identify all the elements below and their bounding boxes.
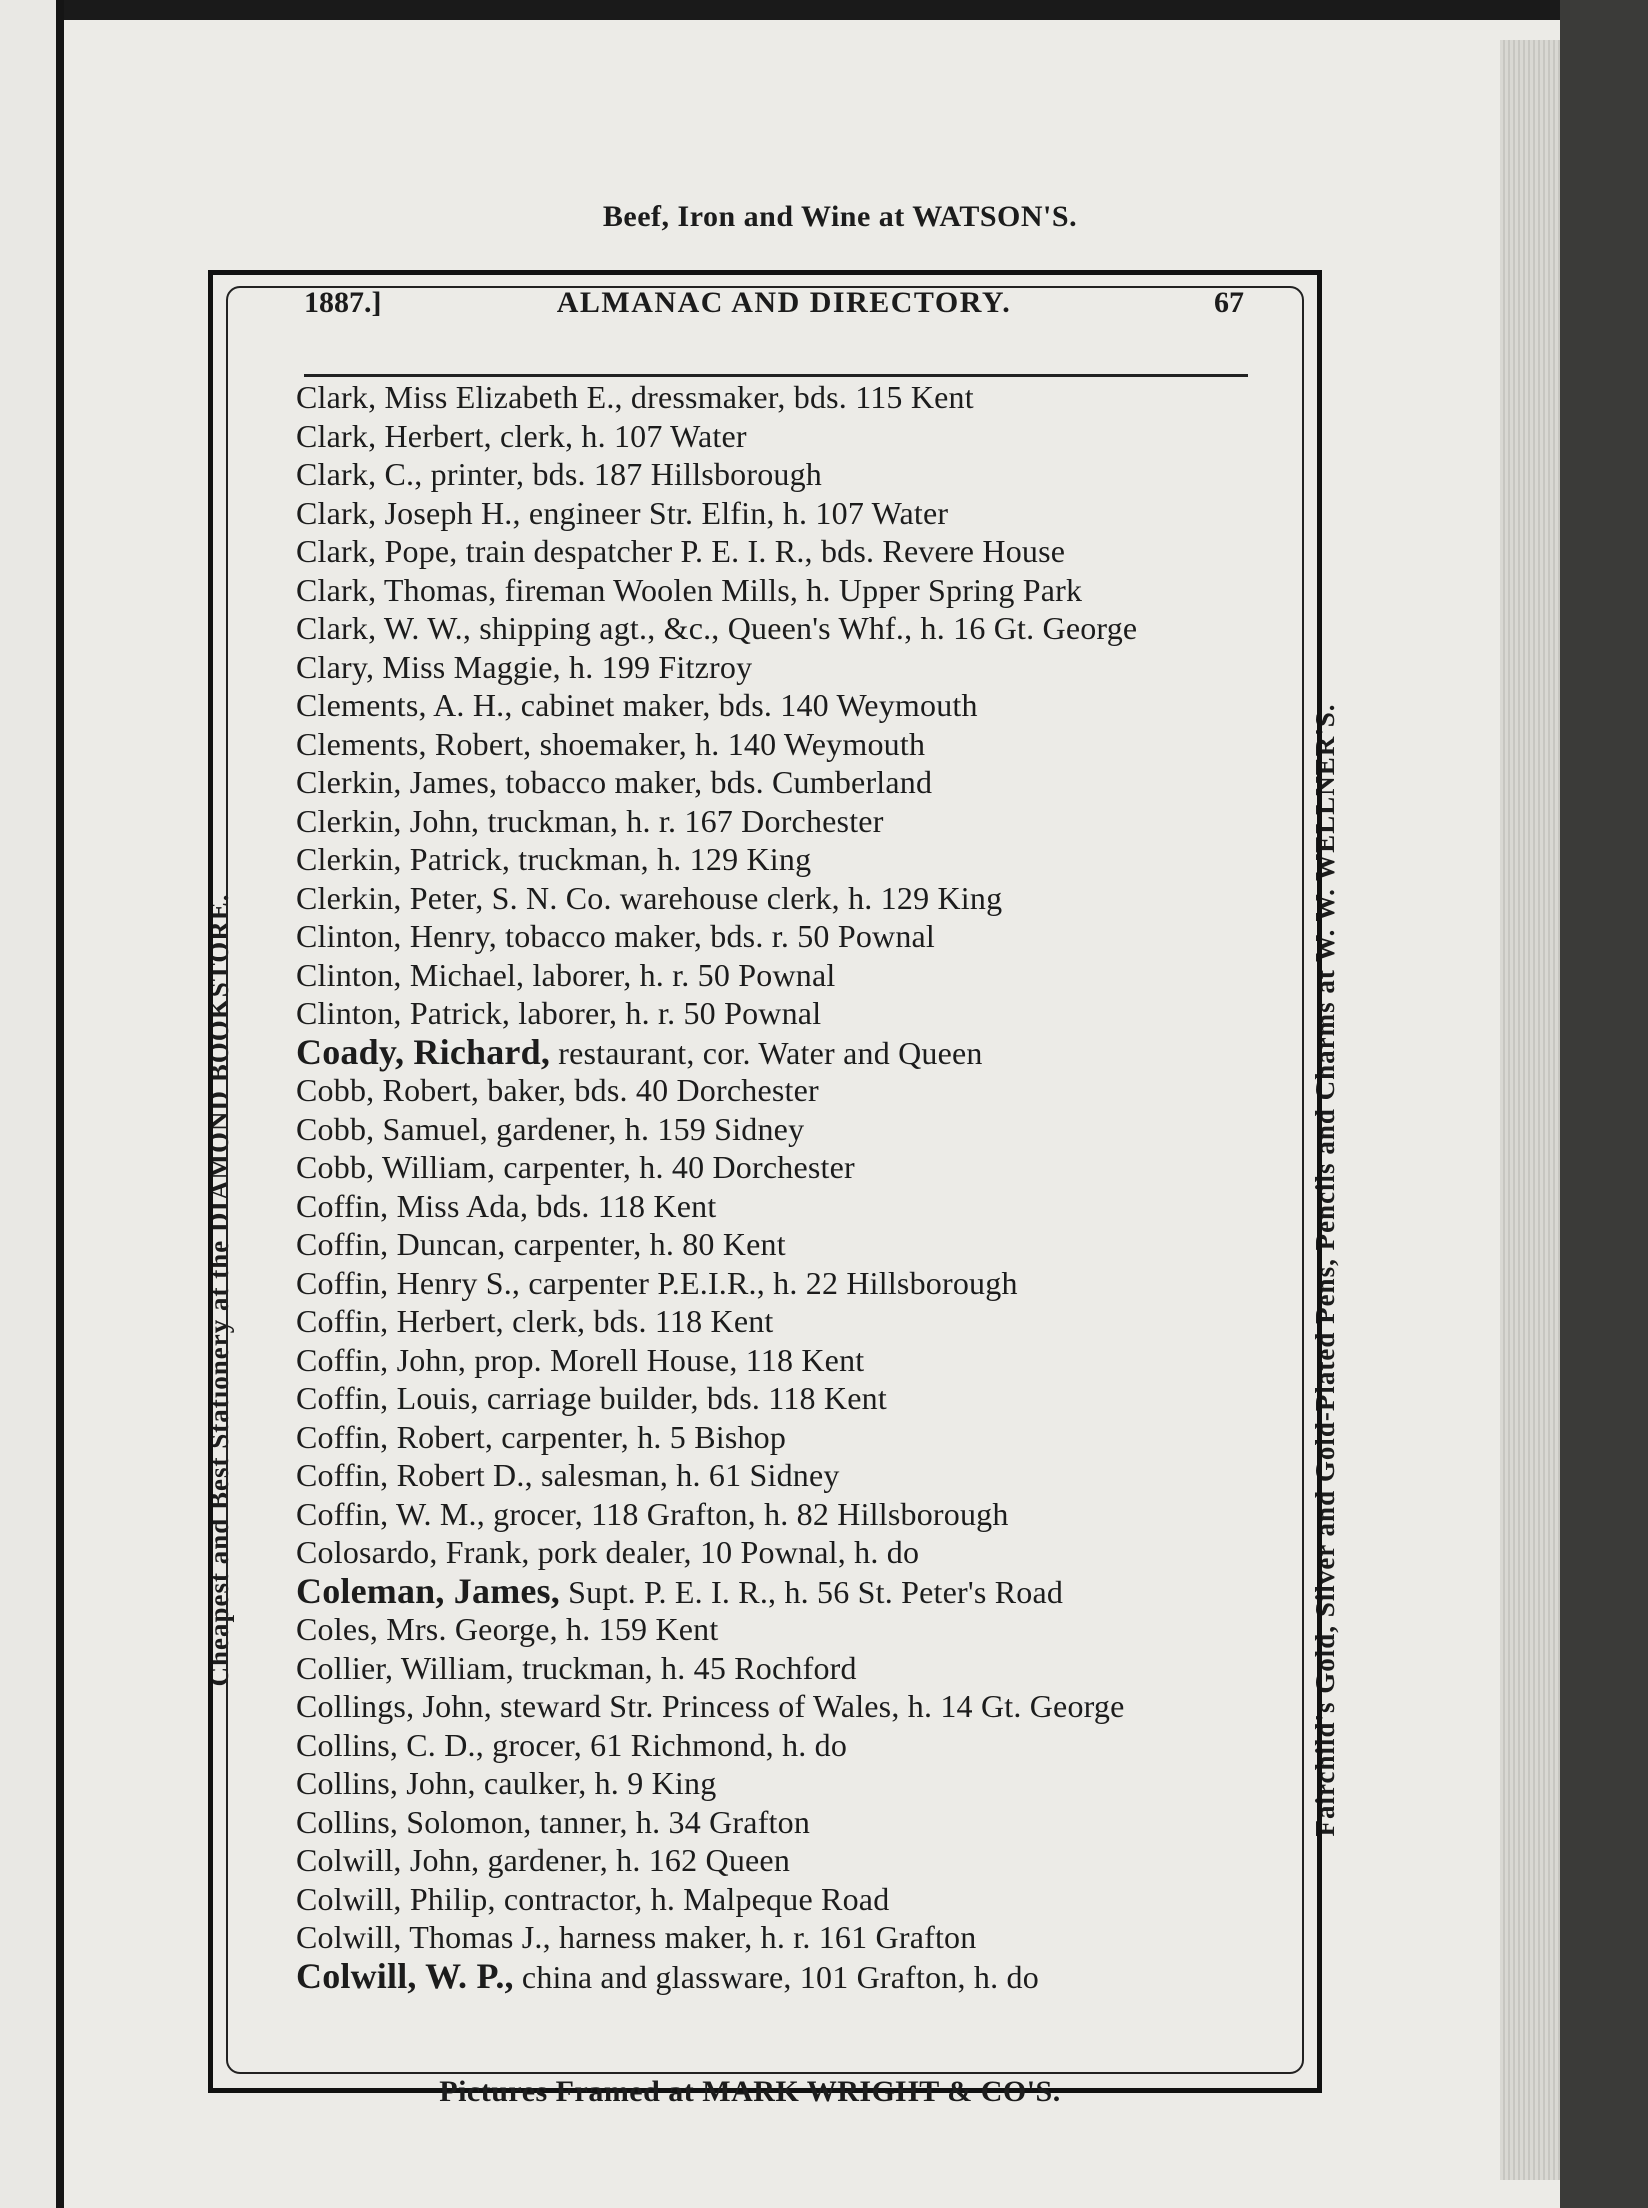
directory-entry xyxy=(296,1418,1276,1457)
running-head-year: 1887.] xyxy=(304,286,382,319)
entry-name: Clements, A. H., xyxy=(296,687,513,723)
entry-name: Clark, Pope, xyxy=(296,533,458,569)
directory-entry xyxy=(296,802,1276,841)
entry-details: restaurant, cor. Water and Queen xyxy=(550,1034,983,1071)
entry-details: gardener, h. 159 Sidney xyxy=(487,1110,805,1147)
entry-details: bds. 118 Kent xyxy=(528,1187,717,1224)
top-advertisement: Beef, Iron and Wine at WATSON'S. xyxy=(602,200,1078,233)
running-head-title: ALMANAC AND DIRECTORY. xyxy=(556,286,1012,319)
entry-name: Collins, Solomon, xyxy=(296,1803,532,1840)
entry-details: steward Str. Princess of Wales, h. 14 Gt. George xyxy=(491,1688,1125,1724)
entry-name: Coffin, Robert D., xyxy=(296,1457,533,1493)
entry-details: fireman Woolen Mills, h. Upper Spring Park xyxy=(496,571,1083,608)
directory-entry xyxy=(296,571,1276,610)
entry-name: Clinton, Patrick, xyxy=(296,995,511,1031)
directory-entry xyxy=(296,994,1276,1033)
directory-entry xyxy=(296,1302,1276,1341)
directory-entry xyxy=(296,1841,1276,1880)
entry-details: dressmaker, bds. 115 Kent xyxy=(622,379,974,415)
entry-name: Collins, John, xyxy=(296,1765,476,1801)
entry-name: Coleman, James, xyxy=(296,1570,560,1611)
entry-details: Supt. P. E. I. R., h. 56 St. Peter's Road xyxy=(559,1573,1064,1610)
entry-name: Cobb, Samuel, xyxy=(296,1110,488,1147)
directory-entry xyxy=(296,455,1276,494)
page-number: 67 xyxy=(1214,286,1244,319)
entry-details: tobacco maker, bds. r. 50 Pownal xyxy=(496,918,936,954)
directory-entry xyxy=(296,648,1276,687)
entry-details: carpenter, h. 80 Kent xyxy=(505,1226,786,1262)
entry-name: Clinton, Michael, xyxy=(296,956,525,993)
entry-details: harness maker, h. r. 161 Grafton xyxy=(550,1919,977,1955)
directory-entry xyxy=(296,1379,1276,1418)
entry-details: grocer, 118 Grafton, h. 82 Hillsborough xyxy=(484,1495,1009,1532)
entry-details: prop. Morell House, 118 Kent xyxy=(466,1341,865,1378)
entry-name: Collins, C. D., xyxy=(296,1726,484,1763)
entry-details: S. N. Co. warehouse clerk, h. 129 King xyxy=(483,879,1003,916)
entry-details: tanner, h. 34 Grafton xyxy=(531,1803,811,1840)
directory-entry xyxy=(296,378,1276,417)
directory-entry xyxy=(296,1957,1276,1996)
entry-details: clerk, h. 107 Water xyxy=(491,417,747,454)
entry-name: Coffin, Robert, xyxy=(296,1418,494,1455)
entry-details: h. 159 Kent xyxy=(557,1611,719,1647)
entry-name: Clements, Robert, xyxy=(296,725,532,762)
entry-details: truckman, h. 45 Rochford xyxy=(514,1649,857,1686)
directory-entry xyxy=(296,1572,1276,1611)
directory-entry xyxy=(296,1610,1276,1649)
entry-name: Coffin, W. M., xyxy=(296,1495,485,1532)
entry-name: Clark, Joseph H., xyxy=(296,494,521,531)
entry-name: Clary, Miss Maggie, xyxy=(296,648,561,685)
running-head xyxy=(304,286,1264,336)
entry-details: truckman, h. 129 King xyxy=(510,841,812,877)
directory-entry xyxy=(296,840,1276,879)
directory-entry xyxy=(296,1764,1276,1803)
entry-details: contractor, h. Malpeque Road xyxy=(495,1880,890,1917)
entry-details: printer, bds. 187 Hillsborough xyxy=(422,456,822,492)
entry-name: Clark, Herbert, xyxy=(296,417,492,454)
directory-entry xyxy=(296,1187,1276,1226)
entry-name: Cobb, William, xyxy=(296,1149,496,1185)
entry-details: baker, bds. 40 Dorchester xyxy=(479,1072,819,1108)
directory-entry xyxy=(296,532,1276,571)
entry-name: Colwill, W. P., xyxy=(296,1955,514,1996)
background-right xyxy=(1560,0,1648,2208)
entry-name: Coles, Mrs. George, xyxy=(296,1611,558,1647)
directory-entry xyxy=(296,609,1276,648)
entry-details: pork dealer, 10 Pownal, h. do xyxy=(529,1534,920,1570)
header-rule xyxy=(304,374,1248,377)
entry-details: salesman, h. 61 Sidney xyxy=(532,1457,840,1493)
directory-entry xyxy=(296,956,1276,995)
directory-entry xyxy=(296,1880,1276,1919)
entry-name: Colwill, John, xyxy=(296,1842,480,1878)
entry-name: Clark, C., xyxy=(296,456,423,492)
directory-entry xyxy=(296,1726,1276,1765)
directory-entry xyxy=(296,1803,1276,1842)
entry-details: carpenter, h. 5 Bishop xyxy=(493,1418,787,1455)
entry-details: engineer Str. Elfin, h. 107 Water xyxy=(520,494,949,531)
entry-name: Colwill, Philip, xyxy=(296,1880,496,1917)
entry-details: caulker, h. 9 King xyxy=(475,1765,717,1801)
entry-name: Clerkin, James, xyxy=(296,764,498,800)
entry-name: Clerkin, John, xyxy=(296,802,480,839)
directory-entry xyxy=(296,1687,1276,1726)
directory-entry xyxy=(296,1533,1276,1572)
entry-details: tobacco maker, bds. Cumberland xyxy=(497,764,933,800)
entry-details: china and glassware, 101 Grafton, h. do xyxy=(513,1958,1039,1995)
entry-details: gardener, h. 162 Queen xyxy=(479,1842,791,1878)
bottom-advertisement: Pictures Framed at MARK WRIGHT & CO'S. xyxy=(439,2075,1061,2108)
directory-entry xyxy=(296,1649,1276,1688)
entry-name: Collings, John, xyxy=(296,1688,492,1724)
directory-entry xyxy=(296,1225,1276,1264)
left-advertisement: Cheapest and Best Stationery at the DIAMOND BOOKSTORE. xyxy=(204,893,234,1687)
entry-details: carpenter P.E.I.R., h. 22 Hillsborough xyxy=(520,1264,1018,1301)
directory-entry xyxy=(296,494,1276,533)
entry-name: Coffin, Duncan, xyxy=(296,1226,506,1262)
directory-entry xyxy=(296,1033,1276,1072)
entry-details: cabinet maker, bds. 140 Weymouth xyxy=(512,687,978,723)
entry-details: grocer, 61 Richmond, h. do xyxy=(483,1726,848,1763)
entry-details: shoemaker, h. 140 Weymouth xyxy=(531,725,926,762)
directory-entry xyxy=(296,1071,1276,1110)
entry-name: Colwill, Thomas J., xyxy=(296,1919,551,1955)
entry-name: Coffin, John, xyxy=(296,1341,467,1378)
entry-name: Coffin, Louis, xyxy=(296,1380,479,1416)
directory-entry xyxy=(296,1264,1276,1303)
directory-entry xyxy=(296,417,1276,456)
entry-name: Coady, Richard, xyxy=(296,1031,551,1072)
entry-details: truckman, h. r. 167 Dorchester xyxy=(479,802,884,839)
directory-entry xyxy=(296,686,1276,725)
entry-name: Clark, Thomas, xyxy=(296,571,497,608)
entry-name: Clark, W. W., xyxy=(296,610,472,646)
entry-details: h. 199 Fitzroy xyxy=(560,648,753,685)
directory-entry xyxy=(296,1918,1276,1957)
entry-name: Clerkin, Patrick, xyxy=(296,841,511,877)
directory-entry xyxy=(296,1110,1276,1149)
entry-details: shipping agt., &c., Queen's Whf., h. 16 Gt. George xyxy=(471,610,1138,646)
directory-entry xyxy=(296,1495,1276,1534)
entry-name: Clinton, Henry, xyxy=(296,918,497,954)
entry-name: Collier, William, xyxy=(296,1649,514,1686)
entry-name: Cobb, Robert, xyxy=(296,1072,480,1108)
book-spine xyxy=(56,0,64,2208)
directory-entries xyxy=(296,378,1276,1995)
facing-page-edge xyxy=(0,0,62,2208)
directory-entry xyxy=(296,1148,1276,1187)
entry-name: Coffin, Miss Ada, xyxy=(296,1187,529,1224)
entry-details: clerk, bds. 118 Kent xyxy=(503,1303,774,1339)
directory-entry xyxy=(296,725,1276,764)
directory-entry xyxy=(296,917,1276,956)
right-advertisement: Fairchild's Gold, Silver and Gold-Plated Pens, Pencils and Charms at W. W. WELLNER'S. xyxy=(1310,703,1340,1837)
entry-name: Colosardo, Frank, xyxy=(296,1534,530,1570)
entry-name: Coffin, Henry S., xyxy=(296,1264,521,1301)
entry-name: Clark, Miss Elizabeth E., xyxy=(296,379,623,415)
directory-entry xyxy=(296,879,1276,918)
entry-details: carpenter, h. 40 Dorchester xyxy=(495,1149,855,1185)
entry-details: train despatcher P. E. I. R., bds. Revere House xyxy=(457,533,1066,569)
directory-entry xyxy=(296,1341,1276,1380)
directory-entry xyxy=(296,763,1276,802)
entry-details: laborer, h. r. 50 Pownal xyxy=(510,995,822,1031)
entry-details: laborer, h. r. 50 Pownal xyxy=(524,956,836,993)
entry-name: Clerkin, Peter, xyxy=(296,879,484,916)
entry-name: Coffin, Herbert, xyxy=(296,1303,504,1339)
directory-entry xyxy=(296,1456,1276,1495)
entry-details: carriage builder, bds. 118 Kent xyxy=(478,1380,887,1416)
